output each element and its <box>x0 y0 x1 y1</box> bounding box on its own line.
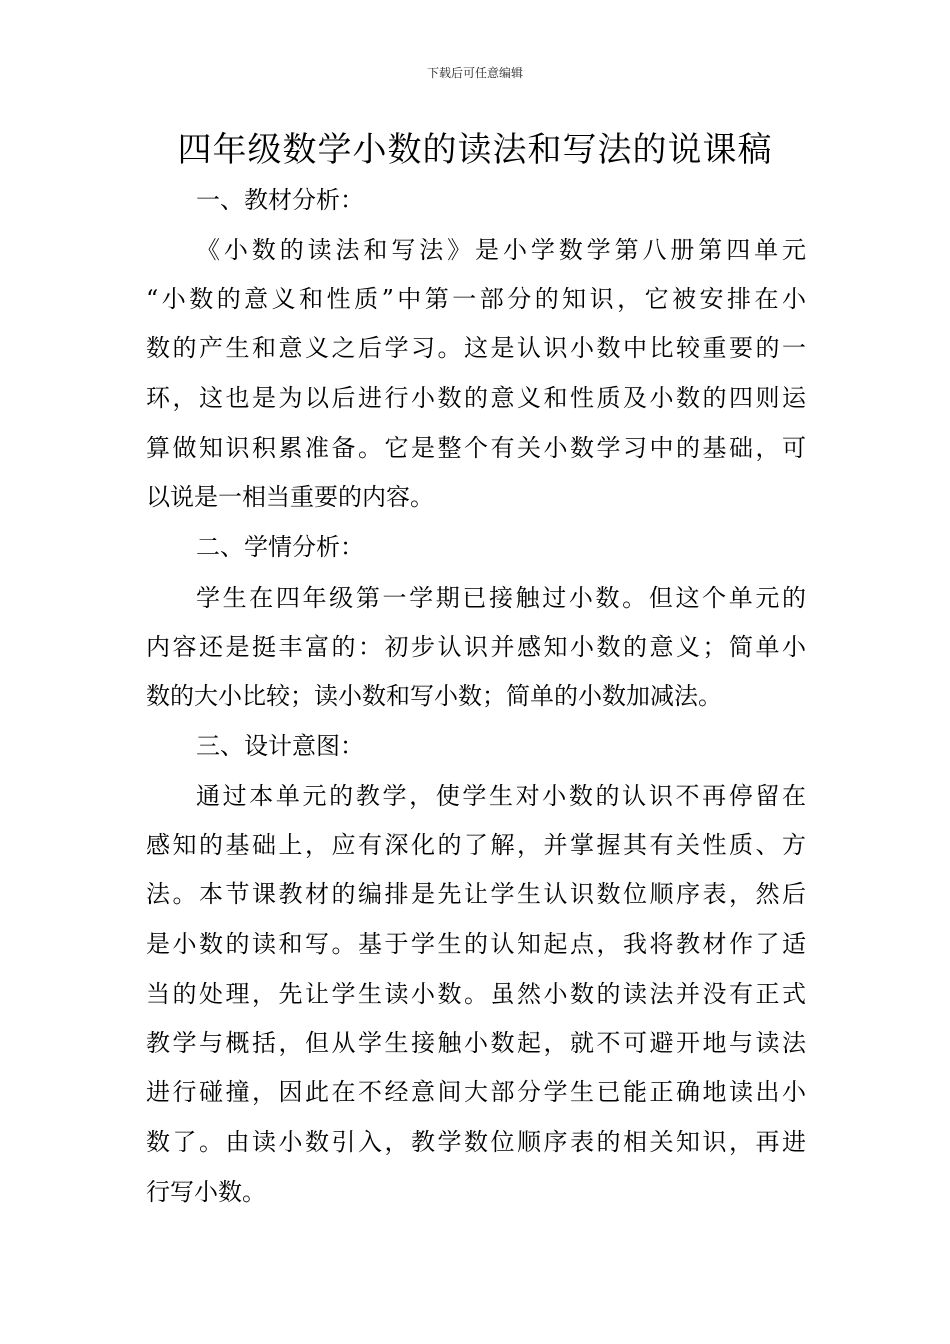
document-title: 四年级数学小数的读法和写法的说课稿 <box>177 130 773 170</box>
paragraph-line: 内容还是挺丰富的：初步认识并感知小数的意义；简单小 <box>146 633 806 661</box>
paragraph-line: 行写小数。 <box>146 1178 266 1206</box>
paragraph-line: 通过本单元的教学，使学生对小数的认识不再停留在 <box>196 782 806 810</box>
paragraph-line: 以说是一相当重要的内容。 <box>146 483 434 511</box>
paragraph-line: 算做知识积累准备。它是整个有关小数学习中的基础，可 <box>146 434 806 462</box>
paragraph-line: 《小数的读法和写法》是小学数学第八册第四单元 <box>196 236 806 264</box>
section-heading: 一、教材分析： <box>196 186 364 214</box>
paragraph-line: 当的处理，先让学生读小数。虽然小数的读法并没有正式 <box>146 980 806 1008</box>
paragraph-line: 教学与概括，但从学生接触小数起，就不可避开地与读法 <box>146 1029 806 1057</box>
paragraph-line: 数的大小比较；读小数和写小数；简单的小数加减法。 <box>146 682 722 710</box>
section-heading: 三、设计意图： <box>196 732 364 760</box>
paragraph-line: 感知的基础上，应有深化的了解，并掌握其有关性质、方 <box>146 831 806 859</box>
paragraph-line: 是小数的读和写。基于学生的认知起点，我将教材作了适 <box>146 930 806 958</box>
paragraph-line: 法。本节课教材的编排是先让学生认识数位顺序表，然后 <box>146 880 806 908</box>
paragraph-line: “小数的意义和性质”中第一部分的知识，它被安排在小 <box>146 285 806 313</box>
paragraph-line: 环，这也是为以后进行小数的意义和性质及小数的四则运 <box>146 384 806 412</box>
paragraph-line: 数了。由读小数引入，教学数位顺序表的相关知识，再进 <box>146 1128 806 1156</box>
section-heading: 二、学情分析： <box>196 533 364 561</box>
paragraph-line: 学生在四年级第一学期已接触过小数。但这个单元的 <box>196 584 806 612</box>
paragraph-line: 进行碰撞，因此在不经意间大部分学生已能正确地读出小 <box>146 1078 806 1106</box>
paragraph-line: 数的产生和意义之后学习。这是认识小数中比较重要的一 <box>146 334 806 362</box>
header-note: 下载后可任意编辑 <box>426 66 523 80</box>
